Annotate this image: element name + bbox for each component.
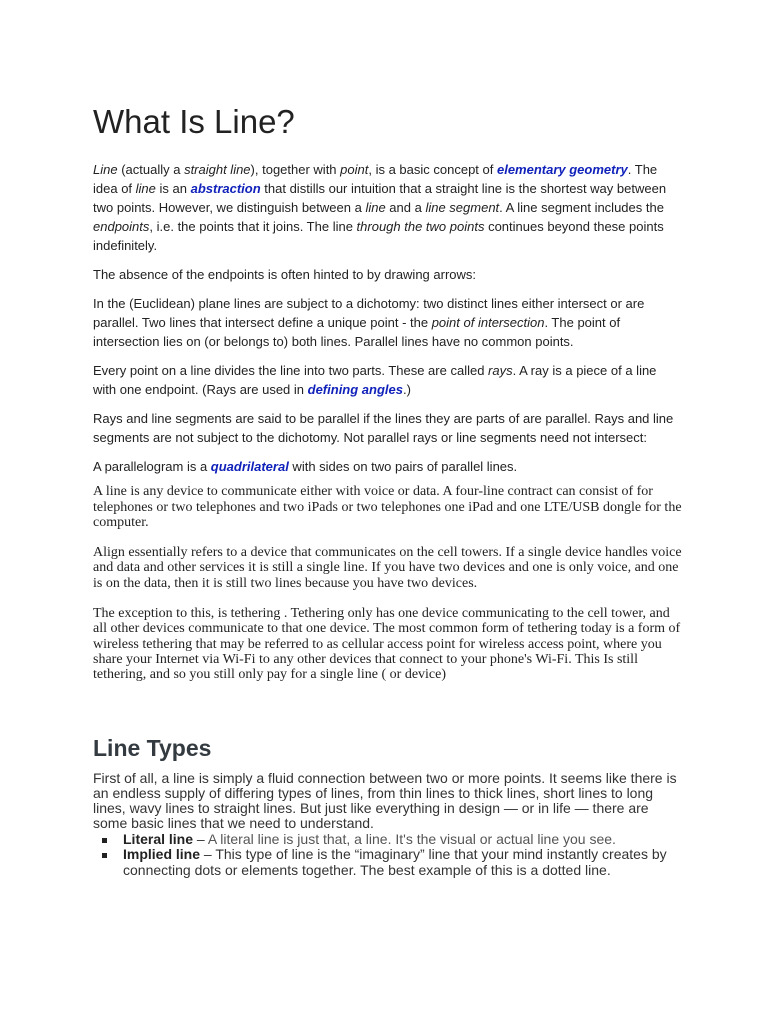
section-heading-line-types: Line Types (93, 734, 212, 761)
page-title: What Is Line? (93, 103, 295, 140)
paragraph-endpoints-arrows: The absence of the endpoints is often hinted to by drawing arrows: (93, 267, 477, 283)
list-item-implied-line: Implied line – This type of line is the “imaginary” line that your mind instantly creates by connecting dots or elements together. The best example of this is a dotted line. (123, 847, 683, 878)
link-quadrilateral[interactable]: quadrilateral (210, 459, 289, 475)
paragraph-dichotomy: In the (Euclidean) plane lines are subject to a dichotomy: two distinct lines either intersect or are parallel. Two lines that intersect define a unique point - the point of intersection. The point of intersection lies on (or belongs to) both lines. Parallel lines have no common points. (93, 296, 645, 350)
list-item-literal-line: Literal line – A literal line is just that, a line. It's the visual or actual line you see. (123, 832, 683, 848)
document-page (93, 104, 683, 878)
paragraph-parallelogram: A parallelogram is a quadrilateral with sides on two pairs of parallel lines. (93, 459, 518, 475)
paragraph-device-line: A line is any device to communicate either with voice or data. A four-line contract can consist of for telephones or two telephones and two iPads or two telephones one iPad and one LTE/USB dongle for the computer. (93, 484, 682, 530)
link-elementary-geometry[interactable]: elementary geometry (496, 162, 628, 178)
paragraph-parallel-rays: Rays and line segments are said to be parallel if the lines they are parts of are parallel. Rays and line segments are not subject to the dichotomy. Not parallel rays or line segments need not intersect: (93, 411, 674, 446)
paragraph-rays: Every point on a line divides the line into two parts. These are called rays. A ray is a piece of a line with one endpoint. (Rays are used in defining angles.) (93, 363, 657, 398)
line-types-list (93, 832, 683, 879)
link-abstraction[interactable]: abstraction (190, 181, 261, 197)
link-defining-angles[interactable]: defining angles (307, 382, 403, 398)
paragraph-line-definition: Line (actually a straight line), together with point, is a basic concept of elementary geometry. The idea of line is an abstraction that distills our intuition that a straight line is the shortest way between two points. However, we distinguish between a line and a line segment. A line segment includes the endpoints, i.e. the points that it joins. The line through the two points continues beyond these points indefinitely. (93, 162, 667, 254)
paragraph-align: Align essentially refers to a device that communicates on the cell towers. If a single device handles voice and data and other services it is still a single line. If you have two devices and one is only voice, and one is on the data, then it is still two lines because you have two devices. (93, 545, 682, 591)
paragraph-line-types-intro: First of all, a line is simply a fluid connection between two or more points. It seems like there is an endless supply of differing types of lines, from thin lines to thick lines, short lines to long lines, wavy lines to straight lines. But just like everything in design — or in life — there are some basic lines that we need to understand. (93, 769, 677, 832)
paragraph-tethering: The exception to this, is tethering . Tethering only has one device communicating to the cell tower, and all other devices communicate to that one device. The most common form of tethering today is a form of wireless tethering that may be referred to as cellular access point for wireless access point, where you share your Internet via Wi-Fi to any other devices that connect to your phone's Wi-Fi. This Is still tethering, and so you still only pay for a single line ( or device) (93, 606, 681, 683)
